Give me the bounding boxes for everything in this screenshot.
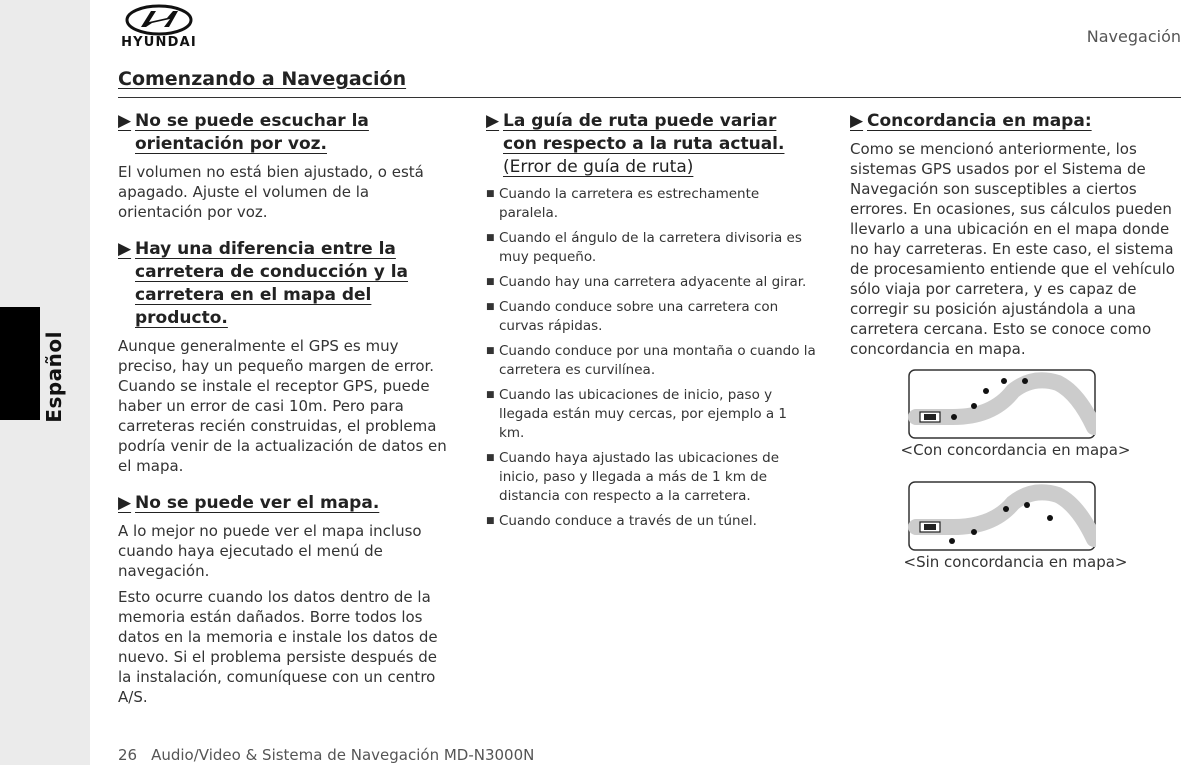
list-item: ■ Cuando conduce por una montaña o cuando la carretera es curvilínea. <box>486 343 816 378</box>
black-square-icon: ■ <box>486 346 495 356</box>
black-square-icon: ■ <box>486 516 495 526</box>
column-2 <box>486 110 816 537</box>
list-item: ■ Cuando el ángulo de la carretera divisoria es muy pequeño. <box>486 230 802 265</box>
section-paragraph: A lo mejor no puede ver el mapa incluso cuando haya ejecutado el menú de navegación. <box>118 522 422 580</box>
list-item: ■ Cuando hay una carretera adyacente al girar. <box>486 274 807 290</box>
diagram-caption: <Con concordancia en mapa> <box>900 441 1131 459</box>
page-title: Comenzando a Navegación <box>118 68 407 90</box>
list-item: ■ Cuando conduce sobre una carretera con curvas rápidas. <box>486 299 779 334</box>
map-matching-off-diagram <box>908 481 1096 551</box>
section-paragraph: Aunque generalmente el GPS es muy preciso, hay un pequeño margen de error. Cuando se instale el receptor GPS, puede haber un error de casi 10m. Pero para carreteras recién construidas, el problema podría venir de la actualización de datos en el mapa. <box>118 337 447 475</box>
black-square-icon: ■ <box>486 277 495 287</box>
black-right-triangle-icon: ▶ <box>118 111 132 131</box>
section-heading: ▶ Hay una diferencia entre la carretera de conducción y la carretera en el mapa del producto. <box>118 239 409 328</box>
heading-text: La guía de ruta puede variar con respecto a la ruta actual. <box>503 111 785 154</box>
page-footer <box>118 746 534 764</box>
section-paragraph: El volumen no está bien ajustado, o está apagado. Ajuste el volumen de la orientación por voz. <box>118 163 424 221</box>
section-heading <box>486 110 816 179</box>
list-item: ■ Cuando haya ajustado las ubicaciones de inicio, paso y llegada a más de 1 km de distancia con respecto a la carretera. <box>486 450 780 504</box>
black-right-triangle-icon: ▶ <box>118 493 132 513</box>
section-paragraph: Como se mencionó anteriormente, los sistemas GPS usados por el Sistema de Navegación son susceptibles a ciertos errores. En ocasiones, sus cálculos pueden llevarlo a una ubicación en el mapa donde no hay carreteras. En este caso, el sistema de procesamiento entiende que el vehículo sólo viaja por carretera, y es capaz de corregir su posición ajustándola a una carretera cercana. Esto se conoce como concordancia en mapa. <box>850 140 1175 358</box>
map-matching-on-diagram <box>908 369 1096 439</box>
diagram-caption: <Sin concordancia en mapa> <box>903 553 1128 571</box>
black-right-triangle-icon: ▶ <box>486 111 500 131</box>
gps-point <box>1001 378 1007 384</box>
section-header: Navegación <box>1086 27 1181 46</box>
black-square-icon: ■ <box>486 189 495 199</box>
black-right-triangle-icon: ▶ <box>850 111 864 131</box>
gps-point <box>1022 378 1028 384</box>
section-paragraph: Esto ocurre cuando los datos dentro de la memoria están dañados. Borre todos los datos en la memoria e instale los datos de nuevo. Si el problema persiste después de la instalación, comuníquese con un centro A/S. <box>118 588 438 706</box>
list-item: ■ Cuando la carretera es estrechamente paralela. <box>486 186 760 221</box>
language-label: Español <box>42 331 66 423</box>
column-1 <box>118 110 450 723</box>
brand-wordmark: HYUNDAI <box>121 35 197 50</box>
page-number: 26 <box>118 746 138 764</box>
bullet-list <box>486 185 816 531</box>
list-item: ■ Cuando las ubicaciones de inicio, paso y llegada están muy cercas, por ejemplo a 1 km. <box>486 387 788 441</box>
language-tab <box>0 307 40 420</box>
heading-note: (Error de guía de ruta) <box>503 157 694 177</box>
title-divider <box>118 97 1181 98</box>
column-3 <box>850 110 1181 571</box>
gps-point <box>1024 502 1030 508</box>
section-heading: ▶ No se puede ver el mapa. <box>118 493 380 513</box>
gps-point <box>983 388 989 394</box>
section-heading: ▶ No se puede escuchar la orientación por voz. <box>118 111 369 154</box>
black-square-icon: ■ <box>486 390 495 400</box>
gps-point <box>971 403 977 409</box>
gps-point <box>951 414 957 420</box>
black-right-triangle-icon: ▶ <box>118 239 132 259</box>
gps-point <box>1003 506 1009 512</box>
black-square-icon: ■ <box>486 233 495 243</box>
gps-point <box>949 538 955 544</box>
manual-title: Audio/Video & Sistema de Navegación MD-N3000N <box>151 746 535 764</box>
gps-point <box>1047 515 1053 521</box>
list-item: ■ Cuando conduce a través de un túnel. <box>486 513 757 529</box>
black-square-icon: ■ <box>486 302 495 312</box>
gps-point <box>971 529 977 535</box>
section-heading: ▶ Concordancia en mapa: <box>850 111 1092 131</box>
car-icon <box>920 412 940 422</box>
car-icon <box>920 522 940 532</box>
black-square-icon: ■ <box>486 453 495 463</box>
